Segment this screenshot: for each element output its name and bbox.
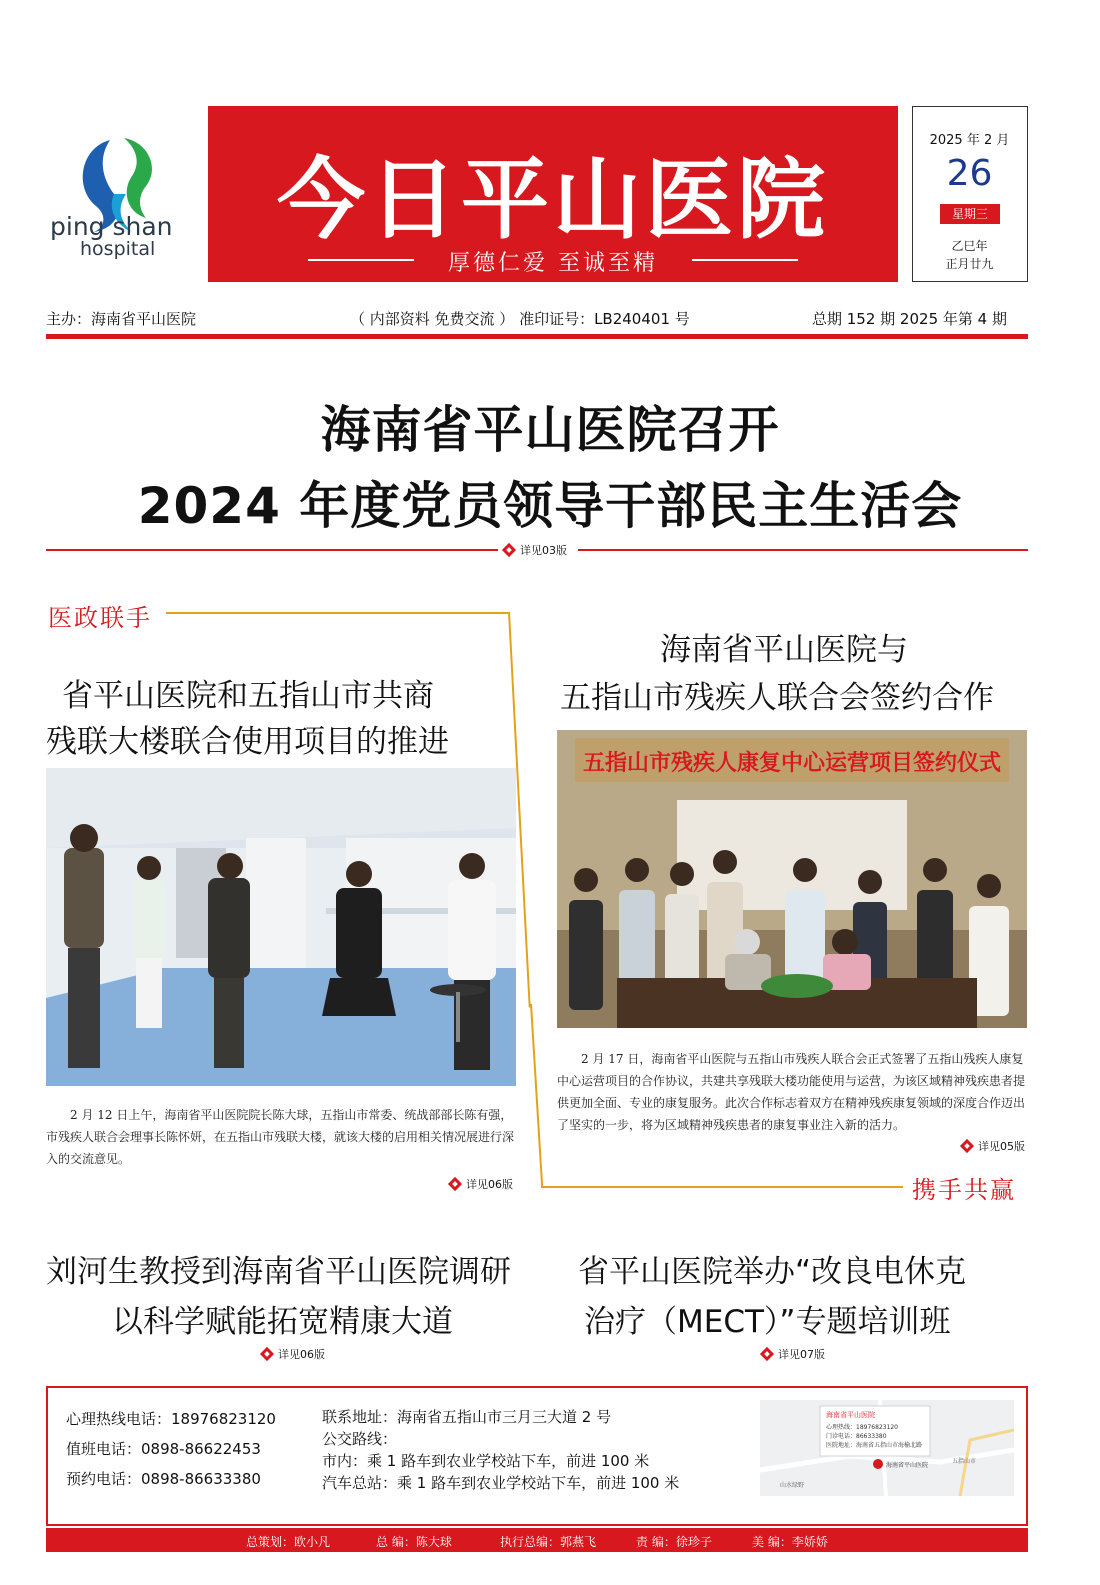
right-story-caption: 2 月 17 日，海南省平山医院与五指山市残疾人联合会正式签署了五指山残疾人康复中心运营项目的合作协议，共建共享残联大楼功能使用与运营，为该区域精神残疾患者提供更加全面、专业的康复服务。此次合作标志着双方在精神残疾康复领域的深度合作迈出了坚实的一步，将为区域精神残疾患者的康复事业注入新的活力。 (557, 1052, 1026, 1132)
left-story-title-2: 残联大楼联合使用项目的推进 (46, 724, 449, 760)
credit-planner: 总策划：欧小凡 (246, 1535, 331, 1549)
credits-bar (46, 1528, 1028, 1552)
left-story-title-1: 省平山医院和五指山市共商 (62, 678, 434, 714)
headline-rule-left (46, 549, 498, 551)
gold-frame-top (166, 612, 508, 614)
diamond-icon (960, 1139, 974, 1153)
bottom-right-title-2: 治疗（MECT）”专题培训班 (584, 1304, 951, 1340)
bus-route-station: 汽车总站：乘 1 路车到农业学校站下车，前进 100 米 (322, 1474, 680, 1492)
signing-scene (557, 730, 1027, 1028)
map-pin-label: 海南省平山医院 (886, 1462, 929, 1469)
map-area-label-1: 五指山市 (952, 1458, 977, 1465)
headline-rule-right (578, 549, 1028, 551)
left-story-photo (46, 768, 516, 1086)
diamond-icon (260, 1347, 274, 1361)
right-story-photo (557, 730, 1027, 1028)
gold-frame-bottom (541, 1186, 903, 1188)
right-story-title-2: 五指山市残疾人联合会签约合作 (560, 680, 994, 716)
bottom-left-title-1: 刘河生教授到海南省平山医院调研 (46, 1254, 511, 1290)
location-map[interactable] (760, 1400, 1014, 1496)
headline-see-page[interactable]: 详见03版 (504, 542, 567, 558)
contact-address: 联系地址：海南省五指山市三月三大道 2 号 (322, 1408, 612, 1426)
diamond-icon (502, 543, 516, 557)
left-story-see-page[interactable]: 详见06版 (450, 1176, 513, 1192)
bottom-right-title-1: 省平山医院举办“改良电休克 (578, 1254, 967, 1290)
map-popup-line3: 医院地址：海南省五指山市海榆北路 (826, 1442, 923, 1449)
lunar-year: 乙巳年 (951, 239, 988, 253)
issue-number: 总期 152 期 2025 年第 4 期 (812, 310, 1007, 328)
masthead-title: 今日平山医院 (276, 148, 829, 251)
hotline-phone: 心理热线电话：18976823120 (66, 1410, 276, 1428)
left-section-tag: 医政联手 (48, 604, 152, 632)
right-story-title-1: 海南省平山医院与 (660, 632, 908, 668)
diamond-icon (760, 1347, 774, 1361)
bus-route-city: 市内：乘 1 路车到农业学校站下车，前进 100 米 (322, 1452, 650, 1470)
bus-route-title: 公交路线： (322, 1430, 398, 1448)
lunar-day: 正月廿九 (945, 257, 994, 271)
contact-box (46, 1386, 1028, 1526)
masthead-motto: 厚德仁爱 至诚至精 (448, 251, 658, 276)
right-story-see-page[interactable]: 详见05版 (962, 1138, 1025, 1154)
motto-rule-right (692, 259, 798, 261)
sponsor-info: 主办：海南省平山医院 (46, 310, 197, 328)
ceremony-banner: 五指山市残疾人康复中心运营项目签约仪式 (582, 751, 1001, 776)
left-story-caption: 2 月 12 日上午，海南省平山医院院长陈大球，五指山市常委、统战部部长陈有强，市残疾人联合会理事长陈怀妍，在五指山市残联大楼，就该大楼的启用相关情况展进行深入的交流意见。 (46, 1108, 515, 1166)
map-popup-title: 海南省平山医院 (826, 1411, 875, 1419)
logo-text-hospital: hospital (80, 238, 156, 260)
main-headline-line1: 海南省平山医院召开 (320, 401, 780, 459)
date-day: 26 (946, 153, 993, 194)
right-section-tag: 携手共赢 (912, 1176, 1016, 1204)
bottom-left-title-2: 以科学赋能拓宽精康大道 (112, 1304, 453, 1340)
gold-frame-diagonal-lower (530, 1004, 543, 1188)
credit-exec-editor: 执行总编：郭燕飞 (500, 1535, 597, 1549)
date-year-month: 2025 年 2 月 (929, 133, 1010, 148)
map-popup-line1: 心理热线：18976823120 (826, 1424, 898, 1431)
bottom-left-see-page[interactable]: 详见06版 (262, 1346, 325, 1362)
logo-text-name: ping shan (50, 212, 173, 241)
map-popup-line2: 门诊电话：86633380 (826, 1433, 887, 1440)
date-weekday-badge: 星期三 (940, 204, 1000, 224)
masthead (208, 106, 898, 282)
duty-phone: 值班电话：0898-86622453 (66, 1440, 261, 1458)
map-area-label-2: 山水绿野 (780, 1482, 805, 1489)
bottom-right-see-page[interactable]: 详见07版 (762, 1346, 825, 1362)
main-headline-line2: 2024 年度党员领导干部民主生活会 (137, 477, 963, 535)
credit-art-editor: 美 编：李娇娇 (752, 1535, 828, 1549)
credit-resp-editor: 责 编：徐珍子 (636, 1535, 712, 1549)
credit-editor: 总 编：陈大球 (376, 1535, 452, 1549)
booking-phone: 预约电话：0898-86633380 (66, 1470, 261, 1488)
masthead-bottom-rule (46, 334, 1028, 339)
date-box (912, 106, 1028, 282)
print-permit: （ 内部资料 免费交流 ） 准印证号：LB240401 号 (350, 310, 690, 328)
diamond-icon (448, 1177, 462, 1191)
